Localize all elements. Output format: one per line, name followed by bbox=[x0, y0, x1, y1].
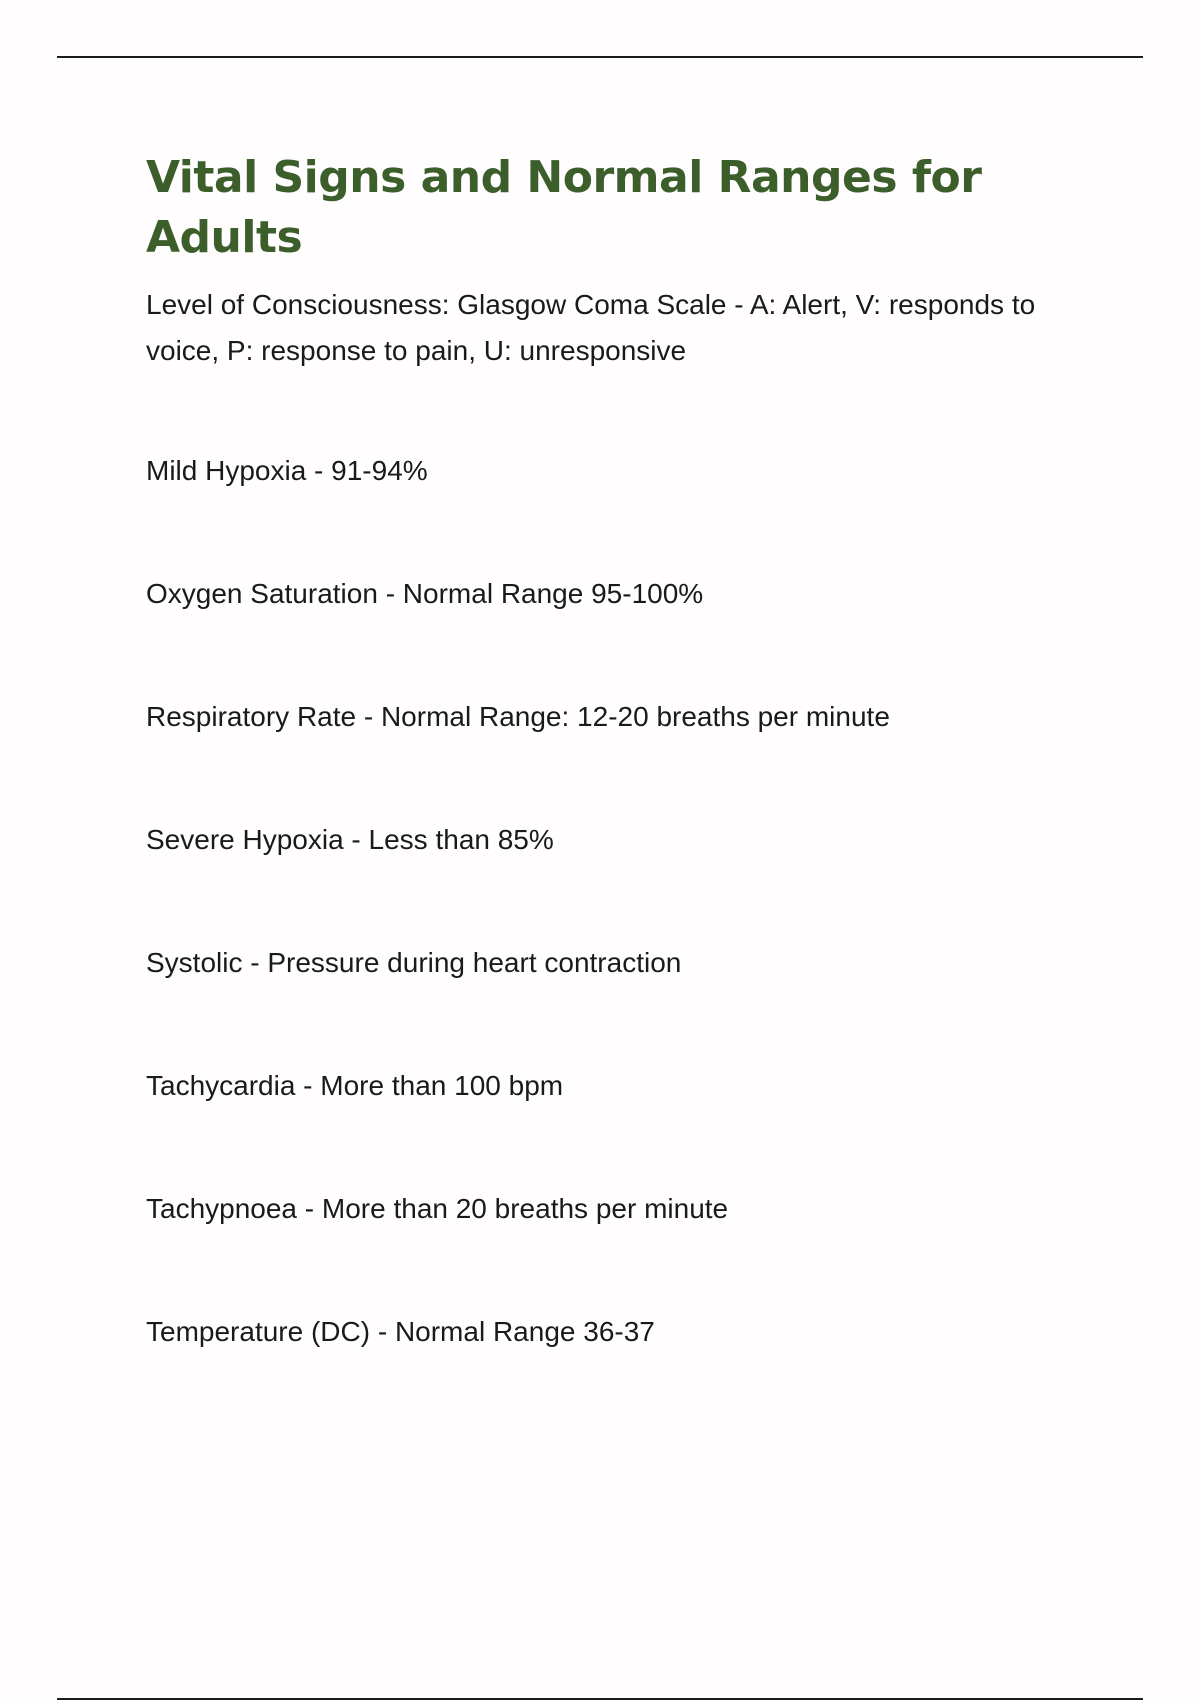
entry-tachycardia: Tachycardia - More than 100 bpm bbox=[146, 1070, 564, 1101]
entry-respiratory-rate: Respiratory Rate - Normal Range: 12-20 breaths per minute bbox=[146, 701, 890, 732]
entry-mild-hypoxia: Mild Hypoxia - 91-94% bbox=[146, 455, 428, 486]
entry-oxygen-saturation: Oxygen Saturation - Normal Range 95-100% bbox=[146, 578, 704, 609]
consciousness-description: Level of Consciousness: Glasgow Coma Scale - A: Alert, V: responds to voice, P: response to pain, U: unresponsive bbox=[146, 289, 1036, 366]
page-title: Vital Signs and Normal Ranges for Adults bbox=[146, 152, 982, 263]
entry-severe-hypoxia: Severe Hypoxia - Less than 85% bbox=[146, 824, 554, 855]
top-divider bbox=[57, 56, 1143, 58]
vital-signs-list bbox=[146, 451, 1076, 1352]
document-body bbox=[146, 148, 1076, 1352]
entry-temperature: Temperature (DC) - Normal Range 36-37 bbox=[146, 1316, 655, 1347]
entry-tachypnoea: Tachypnoea - More than 20 breaths per minute bbox=[146, 1193, 729, 1224]
entry-systolic: Systolic - Pressure during heart contraction bbox=[146, 947, 682, 978]
